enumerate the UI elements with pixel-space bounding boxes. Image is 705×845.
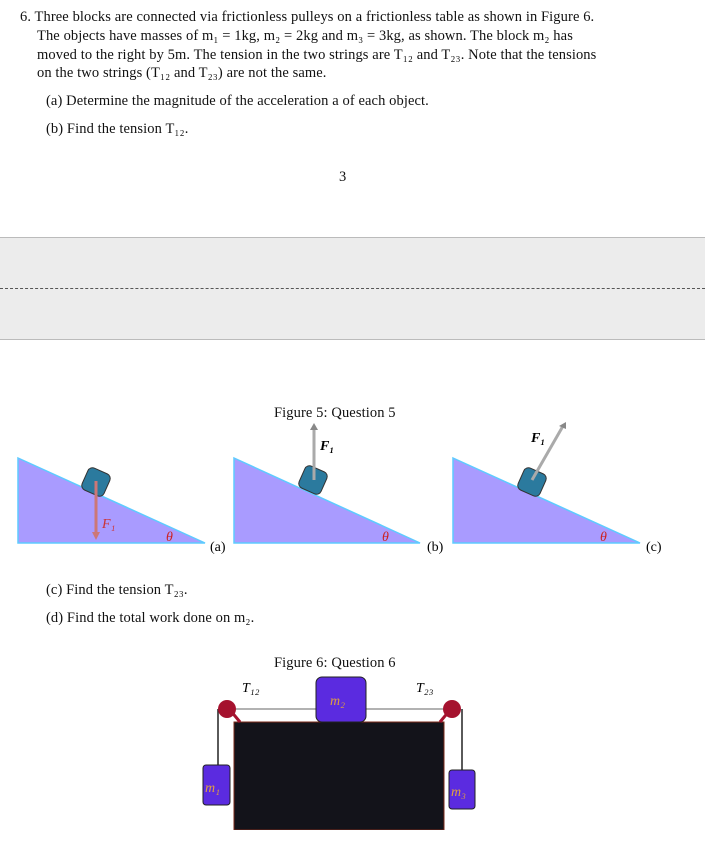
diagram-shape (234, 458, 420, 543)
pulley-left (218, 700, 236, 718)
part-b: (b) Find the tension T₁₂. (46, 121, 189, 137)
diagram-label: θ (382, 530, 389, 545)
incline-a (18, 458, 226, 555)
page-break (0, 237, 705, 340)
question-line: The objects have masses of m₁ = 1kg, m₂ = 2kg and m₃ = 3kg, as shown. The block m₂ has (37, 28, 573, 44)
incline-c (453, 422, 662, 555)
page-divider (0, 288, 705, 289)
diagram-label: m₂ (330, 694, 345, 709)
panel-label-a: (a) (210, 540, 226, 555)
part-c: (c) Find the tension T₂₃. (46, 582, 188, 598)
question-line: 6. Three blocks are connected via frictionless pulleys on a frictionless table as shown in Figure 6. (20, 9, 595, 25)
diagram-shape (310, 423, 318, 430)
panel-label-b: (b) (427, 540, 444, 555)
figure5 (0, 420, 705, 560)
force-label-c: F₁ (531, 431, 546, 446)
t23-label: T₂₃ (416, 681, 434, 696)
part-d: (d) Find the total work done on m₂. (46, 610, 255, 626)
diagram-shape (453, 458, 640, 543)
incline-b (234, 423, 444, 555)
question-line: moved to the right by 5m. The tension in the two strings are T₁₂ and T₂₃. Note that the tensions (37, 47, 597, 63)
force-label-b: F₁ (320, 439, 335, 454)
panel-label-c: (c) (646, 540, 662, 555)
diagram-label: m₃ (451, 785, 466, 800)
diagram-label: θ (600, 530, 607, 545)
t12-label: T₁₂ (242, 681, 260, 696)
figure6-caption: Figure 6: Question 6 (274, 655, 396, 671)
force-label-a: F₁ (102, 517, 116, 532)
diagram-label: m₁ (205, 781, 220, 796)
part-a: (a) Determine the magnitude of the acceleration a of each object. (46, 93, 429, 109)
figure5-caption: Figure 5: Question 5 (274, 405, 396, 421)
question-line: on the two strings (T₁₂ and T₂₃) are not the same. (37, 65, 327, 81)
figure6 (190, 670, 480, 830)
table (234, 722, 444, 830)
diagram-label: θ (166, 530, 173, 545)
pulley-right (443, 700, 461, 718)
page-number: 3 (339, 169, 347, 185)
